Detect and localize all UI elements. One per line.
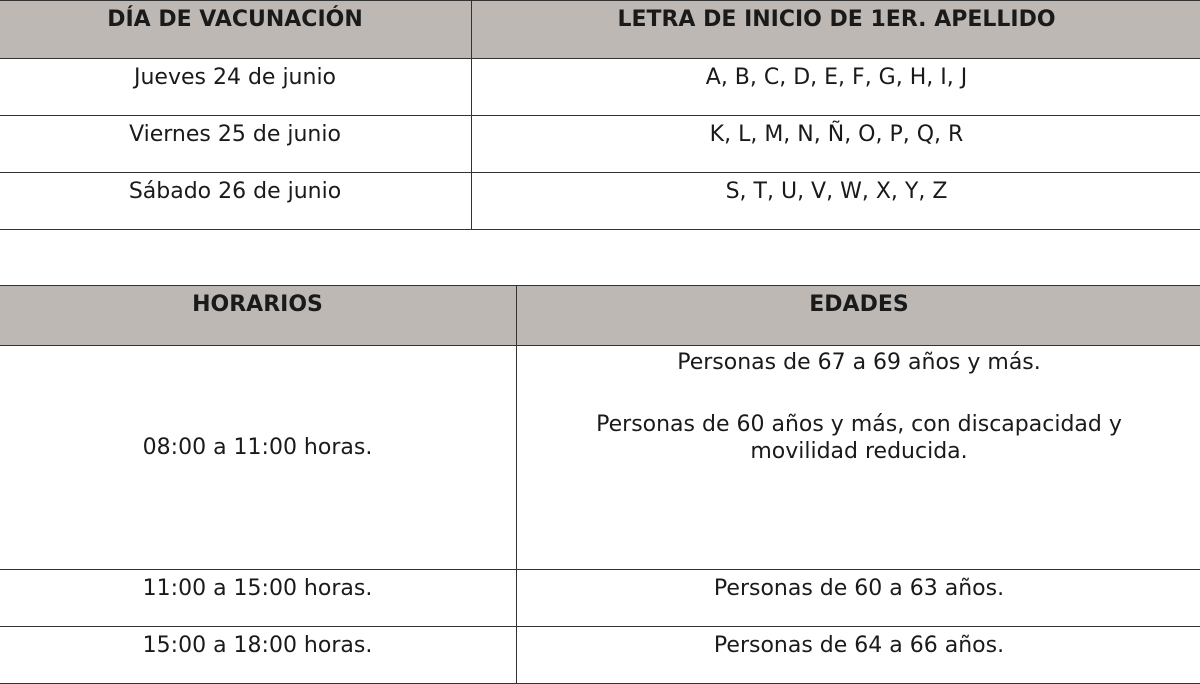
day-cell: Sábado 26 de junio (0, 173, 472, 230)
table-row (0, 627, 1200, 684)
table-row (0, 173, 1200, 230)
table-row (0, 346, 1200, 570)
table-row (0, 570, 1200, 627)
ages-cell (517, 346, 1200, 570)
day-cell: Jueves 24 de junio (0, 59, 472, 116)
hours-cell: 15:00 a 18:00 horas. (0, 627, 517, 684)
letters-cell: K, L, M, N, Ñ, O, P, Q, R (472, 116, 1200, 173)
day-cell: Viernes 25 de junio (0, 116, 472, 173)
ages-cell: Personas de 60 a 63 años. (517, 570, 1200, 627)
ages-cell: Personas de 64 a 66 años. (517, 627, 1200, 684)
header-hours: HORARIOS (0, 286, 517, 346)
letters-cell: S, T, U, V, W, X, Y, Z (472, 173, 1200, 230)
header-surname-letter: LETRA DE INICIO DE 1ER. APELLIDO (472, 1, 1200, 59)
hours-cell: 11:00 a 15:00 horas. (0, 570, 517, 627)
table-row (0, 59, 1200, 116)
hours-ages-table (0, 285, 1200, 684)
ages-line: Personas de 67 a 69 años y más. (677, 350, 1041, 375)
ages-line: Personas de 60 años y más, con discapacidad y movilidad reducida. (596, 412, 1122, 464)
header-vaccination-day: DÍA DE VACUNACIÓN (0, 1, 472, 59)
table-header-row (0, 1, 1200, 59)
hours-cell: 08:00 a 11:00 horas. (0, 346, 517, 570)
vaccination-day-table (0, 0, 1200, 230)
table-header-row (0, 286, 1200, 346)
header-ages: EDADES (517, 286, 1200, 346)
letters-cell: A, B, C, D, E, F, G, H, I, J (472, 59, 1200, 116)
table-row (0, 116, 1200, 173)
